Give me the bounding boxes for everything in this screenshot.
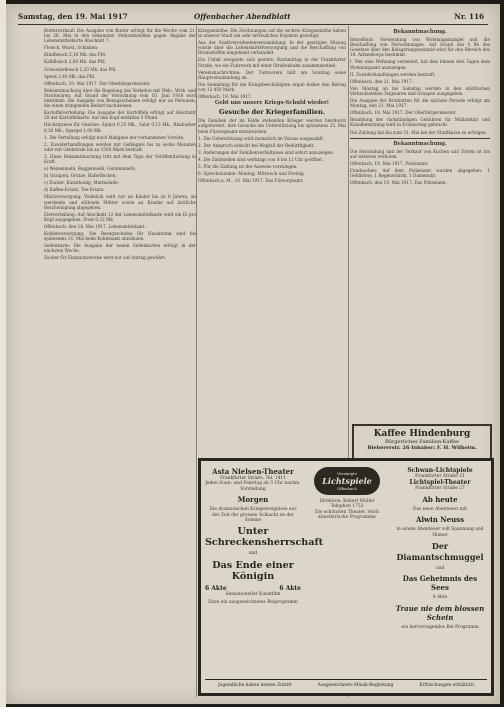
article-paragraph: II. Zuwiderhandlungen werden bestraft. [350, 71, 436, 77]
article-paragraph: Aus der Stadtverordnetenversammlung: In der gestrigen Sitzung wurde über die Lebensmittelversorgung und die Beschaffung von Brennstoffen eingehend verhandelt. [198, 40, 346, 56]
article-paragraph: Fleisch, Wurst, Schinken: [44, 45, 99, 51]
article-paragraph: Fundsachen: Auf dem Polizeiamt wurden abgegeben: 1 Geldbörse, 1 Regenschirm, 1 Damenuhr. [350, 167, 490, 179]
film-title-right-3: Traue nie dem blossen Schein [395, 603, 485, 622]
article-paragraph: 2. Zuwiderhandlungen werden mit Gefängnis bis zu sechs Monaten oder mit Geldstrafe bis zu 1500 Mark bestraft. [44, 141, 196, 152]
film-description: Die dramatischen Kriegsereignisse aus der Zeit der grossen Schlacht an der Somme [209, 507, 297, 524]
film-and-right: und [435, 566, 445, 572]
article-paragraph: Von Montag an bis Samstag werden in den städtischen Verkaufsstellen Teigwaren und Graupen ausgegeben. [350, 85, 490, 96]
column-left [44, 28, 196, 699]
article-paragraph: 4. Die Zahlstellen sind werktags von 8 bis 12 Uhr geöffnet. [198, 156, 324, 162]
film-title-right: Der Diamantschmuggel [396, 541, 484, 563]
cinema-left-panel [205, 467, 324, 675]
article-paragraph: Höchstpreise für Gemüse: Spinat 0,25 Mk., Salat 0,15 Mk., Rhabarber 0,20 Mk., Spargel 1,00 Mk. [44, 122, 196, 133]
article-paragraph: 1. Die Verteilung erfolgt nach Maßgabe der vorhandenen Vorräte. [44, 134, 185, 140]
article-paragraph: Offenbach, 19. Mai 1917. [198, 94, 252, 100]
article-paragraph: Milchversorgung: Vollmilch wird nur an Kinder bis zu 6 Jahren, an werdende und stillende Mütter sowie an Kranke auf ärztliche Bescheinigung abgegeben. [44, 194, 196, 210]
showing-day: Morgen [237, 495, 269, 505]
article-paragraph: 1. Die Unterstützung wird monatlich im Voraus ausgezahlt. [198, 135, 325, 141]
cinema-tagline: Die schönsten Theater, reich künstlerische Programme [315, 509, 379, 521]
article-paragraph: a) Weizenmehl, Roggenmehl, Gerstenmehl; [44, 166, 136, 172]
star-intro: Das neue Abenteuer mit [412, 506, 468, 512]
section-subtitle: Gebt uns unsere Kriegs-Schuld wieder! [214, 100, 330, 107]
theater-name-right: Schwan-Lichtspiele [407, 467, 473, 474]
film-acts: 6 Akte [205, 584, 227, 592]
cinema-telephone: Telephon 1753 [330, 504, 364, 510]
article-paragraph: Ein Unfall ereignete sich gestern Nachmittag in der Frankfurter Straße, wo ein Fuhrwerk mit einer Straßenbahn zusammenstieß. [198, 57, 346, 68]
article-paragraph: I. Wer eine Wohnung vermietet, hat dies binnen drei Tagen dem Wohnungsamt anzuzeigen. [350, 59, 490, 70]
film-extra-right: ein hervorragendes Bei-Programm [401, 624, 479, 630]
film-and: und [248, 551, 258, 557]
article-paragraph: Bekanntmachung über die Regelung des Verkehrs mit Web-, Wirk- und Strickwaren. Auf Grund der Verordnung vom 10. Juni 1916 wird bestimmt: Die Ausgabe von Bezugsscheinen erfolgt nur an Personen, die einen dringenden Bedarf nachweisen. [44, 87, 196, 109]
theater-hours: Jeden Sonn- und Feiertag ab 3 Uhr nachm. Vorstellung [205, 481, 301, 492]
article-paragraph: Offenbach, 19. Mai 1917. Polizeiamt. [350, 160, 429, 166]
article-paragraph: Offenbach, den 19. Mai 1917. Das Polizeiamt. [350, 180, 448, 186]
kaffee-title: Kaffee Hindenburg [373, 429, 471, 439]
article-paragraph: 5. Für die Zahlung ist der Ausweis vorzulegen. [198, 163, 298, 169]
article-paragraph: Zucker für Einmachzwecke wird nur auf Antrag gewährt. [44, 255, 167, 261]
article-paragraph: Die Herstellung und der Verkauf von Kuchen und Torten ist bis auf weiteres verboten. [350, 148, 490, 159]
notice-heading-2: Bekanntmachung. [393, 140, 447, 147]
lichtspiele-logo: Vereinigte Lichtspiele Offenbach [314, 467, 380, 495]
kaffee-subtitle: Bürgerliches Familien-Kaffee [385, 439, 459, 445]
cinema-footer [205, 679, 487, 690]
kaffee-advertisement [352, 424, 492, 460]
column-divider [196, 26, 197, 697]
article-paragraph: Die Ausgabe der Brotkarten für die nächste Periode erfolgt am Montag, den 21. Mai 1917. [350, 98, 490, 109]
article-paragraph: Seifenkarte: Die Ausgabe der neuen Seifenkarten erfolgt in der nächsten Woche. [44, 243, 196, 254]
section-heading: Gesuche der Kriegerfamilien. [219, 108, 325, 117]
film-title: Unter Schreckensherrschaft [205, 526, 324, 549]
article-paragraph: c) Zucker, Kunsthonig, Marmelade; [44, 180, 119, 186]
theater-address: Frankfurter Straße, Tel. 1411 [219, 476, 287, 481]
article-paragraph: Offenbach a. M., 16. Mai 1917. Das Fürsorgeamt. [198, 178, 304, 184]
theater-name: Asta Nielsen-Theater [212, 467, 294, 476]
theater-name-right-2: Lichtspiel-Theater [409, 479, 471, 487]
article-paragraph: d) Kaffee-Ersatz, Tee-Ersatz. [44, 187, 105, 193]
film-extra: Dazu ein ausgezeichnetes Beiprogramm [208, 600, 298, 606]
kaffee-owner: Biebererstr. 26 Inhaber: F. H. Wilhelm. [367, 445, 477, 451]
article-paragraph: Die Sammlung für die Kriegsbeschädigten ergab bisher den Betrag von 12 450 Mark. [198, 81, 346, 92]
cinema-center-panel [301, 467, 393, 675]
article-paragraph: Betreffend: Verwendung von Wohnungsmangel und die Beschaffung von Notwohnungen. Auf Grund des § 9b des Gesetzes über den Belagerungszustand wird für den Bereich des 18. Armeekorps bestimmt. [350, 37, 490, 58]
header-date: Samstag, den 19. Mai 1917 [18, 12, 128, 21]
article-paragraph: 3. Diese Bekanntmachung tritt mit dem Tage der Veröffentlichung in Kraft. [44, 153, 196, 164]
film-acts-2: 6 Akte [279, 584, 301, 592]
film-title-right-2: Das Geheimnis des Sees [402, 574, 478, 593]
header-number: Nr. 116 [454, 12, 484, 21]
footer-center: Ausgezeichnete Musik-Begleitung [317, 682, 394, 688]
film-note: Sensationeller Kunstfilm [225, 591, 281, 597]
theater-address-right-2: Frankfurter Straße 27 [415, 486, 465, 492]
article-paragraph: Vereinsnachrichten: Der Turnverein hält am Sonntag seine Hauptversammlung ab. [198, 69, 346, 80]
article-paragraph: Bezahlung der rückständigen Gebühren für Müllabfuhr und Kanalbenutzung wird in Erinnerung gebracht. [350, 117, 490, 128]
article-paragraph: b) Graupen, Grütze, Haferflocken; [44, 173, 117, 179]
article-paragraph: Butterverkauf: Die Ausgabe von Butter erfolgt für die Woche vom 21. bis 26. Mai in den bekannten Verkaufsstellen gegen Abgabe der Lebensmittelkarte Abschnitt 7. [44, 28, 196, 44]
article-paragraph: Speck 2,40 Mk. das Pfd. [44, 73, 96, 79]
article-paragraph: Kalbfleisch 2,00 Mk. das Pfd. [44, 59, 106, 65]
article-paragraph: Kriegsanleihe: Die Zeichnungen auf die sechste Kriegsanleihe haben in unserer Stadt ein sehr erfreuliches Ergebnis gezeitigt. [198, 28, 346, 39]
footer-right: Erfrischungen erhältlich [419, 682, 475, 688]
notice-heading: Bekanntmachung. [393, 29, 447, 35]
cinema-director: Direktion: Robert Müller [319, 499, 375, 504]
footer-left: Jugendliche haben keinen Zutritt [217, 682, 292, 688]
column-right [350, 28, 490, 421]
article-paragraph: Offenbach, 18. Mai 1917. Der Oberbürgermeister. [350, 110, 457, 116]
article-paragraph: Kartoffelverteilung: Die Ausgabe der Kartoffeln erfolgt auf Abschnitt 20 der Kartoffelkarte. Auf den Kopf entfallen 5 Pfund. [44, 110, 196, 121]
page-header [18, 10, 488, 25]
film-acts-right: 4 Akte [432, 595, 448, 601]
theater-address-right: Frankfurter Straße 21 [415, 474, 465, 479]
article-paragraph: 6. Sprechstunden: Montag, Mittwoch und Freitag. [198, 171, 306, 177]
film-description-right: in einem Abenteuer voll Spannung und Humor [396, 527, 484, 538]
article-paragraph: Offenbach, den 18. Mai 1917. Lebensmittelamt. [44, 223, 146, 229]
cinema-advertisement [198, 458, 494, 696]
article-paragraph: Offenbach, den 21. Mai 1917. [350, 78, 414, 84]
article-paragraph: 3. Änderungen der Familienverhältnisse sind sofort anzuzeigen. [198, 149, 335, 155]
article-paragraph: Die Familien der im Felde stehenden Krieger werden hierdurch aufgefordert, ihre Gesuche um Unterstützung bis spätestens 25. Mai beim Fürsorgeamt einzureichen. [198, 118, 346, 134]
article-paragraph: Schweinefleisch 2,20 Mk. das Pfd. [44, 66, 117, 72]
header-title: Offenbacher Abendblatt [194, 12, 291, 21]
article-paragraph: Offenbach, 19. Mai 1917. Der Oberbürgermeister. [44, 80, 151, 86]
showing-day-right: Ab heute [422, 494, 458, 504]
column-middle [198, 28, 346, 455]
article-paragraph: Eierverteilung: Auf Abschnitt 12 der Lebensmittelkarte wird ein Ei pro Kopf ausgegeben. Preis 0,32 Mk. [44, 211, 196, 222]
star-name: Alwin Neuss [415, 515, 465, 525]
article-paragraph: Rindfleisch 2,10 Mk. das Pfd. [44, 52, 107, 58]
film-title-2: Das Ende einer Königin [212, 559, 294, 582]
article-paragraph: Kohlenversorgung: Die Bezugsscheine für Hausbrand sind bis spätestens 31. Mai beim Kohlenamt abzuholen. [44, 231, 196, 242]
article-paragraph: Die Zahlung hat bis zum 31. Mai bei der Stadtkasse zu erfolgen. [350, 129, 487, 135]
article-paragraph: 2. Der Anspruch erlischt bei Wegfall der Bedürftigkeit. [198, 142, 315, 148]
cinema-right-panel [393, 467, 487, 675]
